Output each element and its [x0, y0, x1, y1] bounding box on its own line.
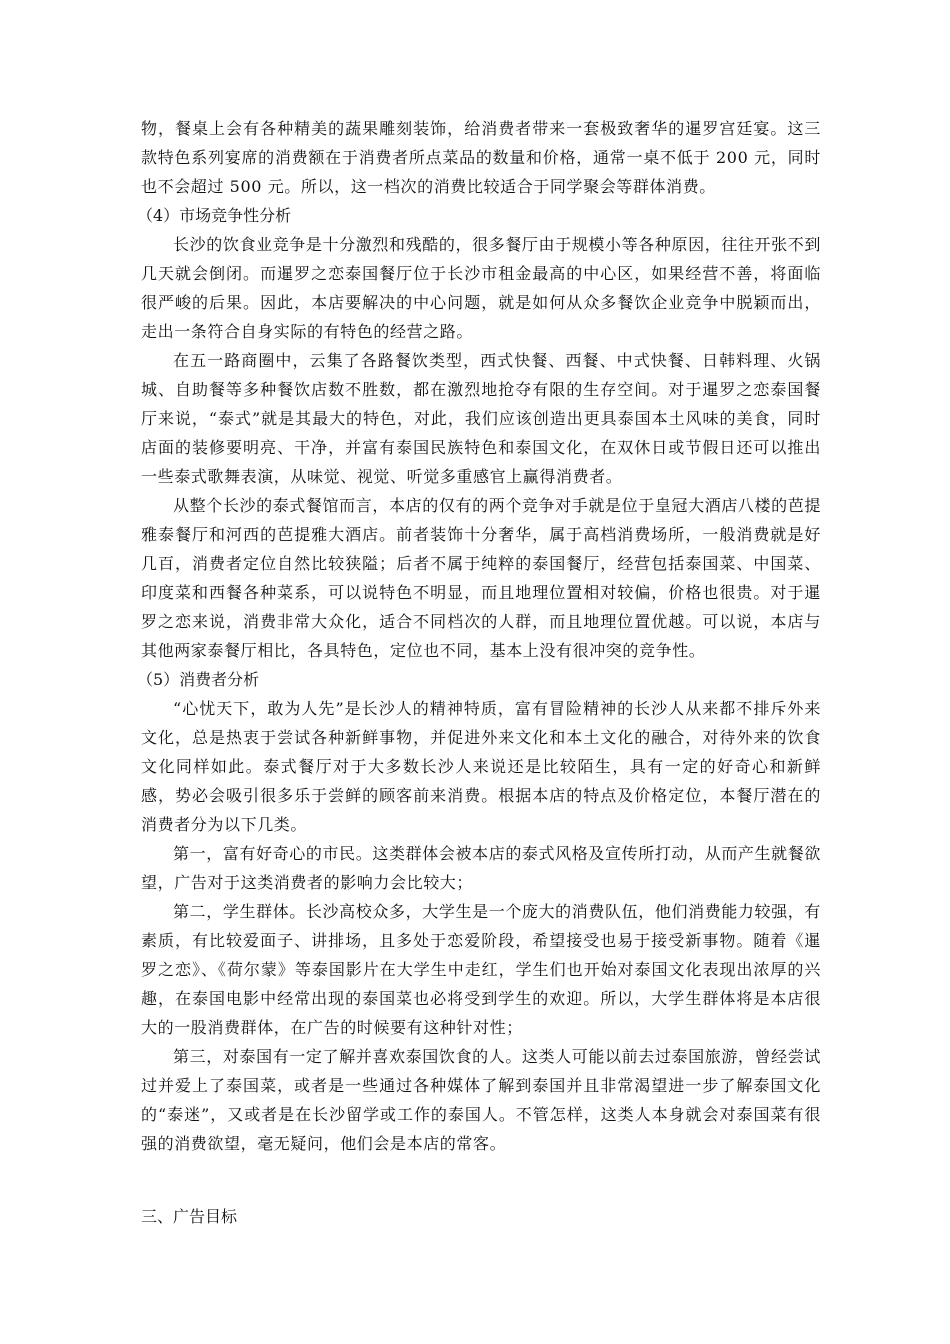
- document-body: [137, 114, 821, 1231]
- paragraph-consumer-group-1: 第一，富有好奇心的市民。这类群体会被本店的泰式风格及宣传所打动，从而产生就餐欲望，广告对于这类消费者的影响力会比较大；: [141, 844, 821, 892]
- paragraph-consumer-group-2: 第二，学生群体。长沙高校众多，大学生是一个庞大的消费队伍，他们消费能力较强，有素质，有比较爱面子、讲排场，且多处于恋爱阶段，希望接受也易于接受新事物。随着《暹罗之恋》、《荷尔蒙》等泰国影片在大学生中走红，学生们也开始对泰国文化表现出浓厚的兴趣，在泰国电影中经常出现的泰国菜也必将受到学生的欢迎。所以，大学生群体将是本店很大的一股消费群体，在广告的时候要有这种针对性；: [141, 902, 821, 1037]
- section-heading-ad-goals: 三、广告目标: [141, 1207, 238, 1226]
- subheading-consumer-analysis: （5）消费者分析: [137, 670, 260, 689]
- paragraph-wuyi-road-district: 在五一路商圈中，云集了各路餐饮类型，西式快餐、西餐、中式快餐、日韩料理、火锅城、自助餐等多种餐饮店数不胜数，都在激烈地抢夺有限的生存空间。对于暹罗之恋泰国餐厅来说，“泰式”就是其最大的特色，对此，我们应该创造出更具泰国本土风味的美食，同时店面的装修要明亮、干净，并富有泰国民族特色和泰国文化，在双休日或节假日还可以推出一些泰式歌舞表演，从味觉、视觉、听觉多重感官上赢得消费者。: [141, 351, 821, 486]
- paragraph-competition-intro: 长沙的饮食业竞争是十分激烈和残酷的，很多餐厅由于规模小等各种原因，往往开张不到几天就会倒闭。而暹罗之恋泰国餐厅位于长沙市租金最高的中心区，如果经营不善，将面临很严峻的后果。因此，本店要解决的中心问题，就是如何从众多餐饮企业竞争中脱颖而出，走出一条符合自身实际的有特色的经营之路。: [141, 235, 821, 341]
- subheading-competition-analysis: （4）市场竞争性分析: [137, 206, 292, 225]
- paragraph-consumer-intro: “心忧天下，敢为人先”是长沙人的精神特质，富有冒险精神的长沙人从来都不排斥外来文化，总是热衷于尝试各种新鲜事物，并促进外来文化和本土文化的融合，对待外来的饮食文化同样如此。泰式餐厅对于大多数长沙人来说还是比较陌生，具有一定的好奇心和新鲜感，势必会吸引很多乐于尝鲜的顾客前来消费。根据本店的特点及价格定位，本餐厅潜在的消费者分为以下几类。: [141, 699, 821, 834]
- paragraph-competitors: 从整个长沙的泰式餐馆而言，本店的仅有的两个竞争对手就是位于皇冠大酒店八楼的芭提雅泰餐厅和河西的芭提雅大酒店。前者装饰十分奢华，属于高档消费场所，一般消费就是好几百，消费者定位自然比较狭隘；后者不属于纯粹的泰国餐厅，经营包括泰国菜、中国菜、印度菜和西餐各种菜系，可以说特色不明显，而且地理位置相对较偏，价格也很贵。对于暹罗之恋来说，消费非常大众化，适合不同档次的人群，而且地理位置优越。可以说，本店与其他两家泰餐厅相比，各具特色，定位也不同，基本上没有很冲突的竞争性。: [141, 496, 821, 660]
- paragraph-banquet-pricing: 物，餐桌上会有各种精美的蔬果雕刻装饰，给消费者带来一套极致奢华的暹罗宫廷宴。这三款特色系列宴席的消费额在于消费者所点菜品的数量和价格，通常一桌不低于 200 元，同时也不会超过 500 元。所以，这一档次的消费比较适合于同学聚会等群体消费。: [141, 119, 821, 196]
- paragraph-consumer-group-3: 第三，对泰国有一定了解并喜欢泰国饮食的人。这类人可能以前去过泰国旅游，曾经尝试过并爱上了泰国菜，或者是一些通过各种媒体了解到泰国并且非常渴望进一步了解泰国文化的“泰迷”，又或者是在长沙留学或工作的泰国人。不管怎样，这类人本身就会对泰国菜有很强的消费欲望，毫无疑问，他们会是本店的常客。: [141, 1047, 821, 1153]
